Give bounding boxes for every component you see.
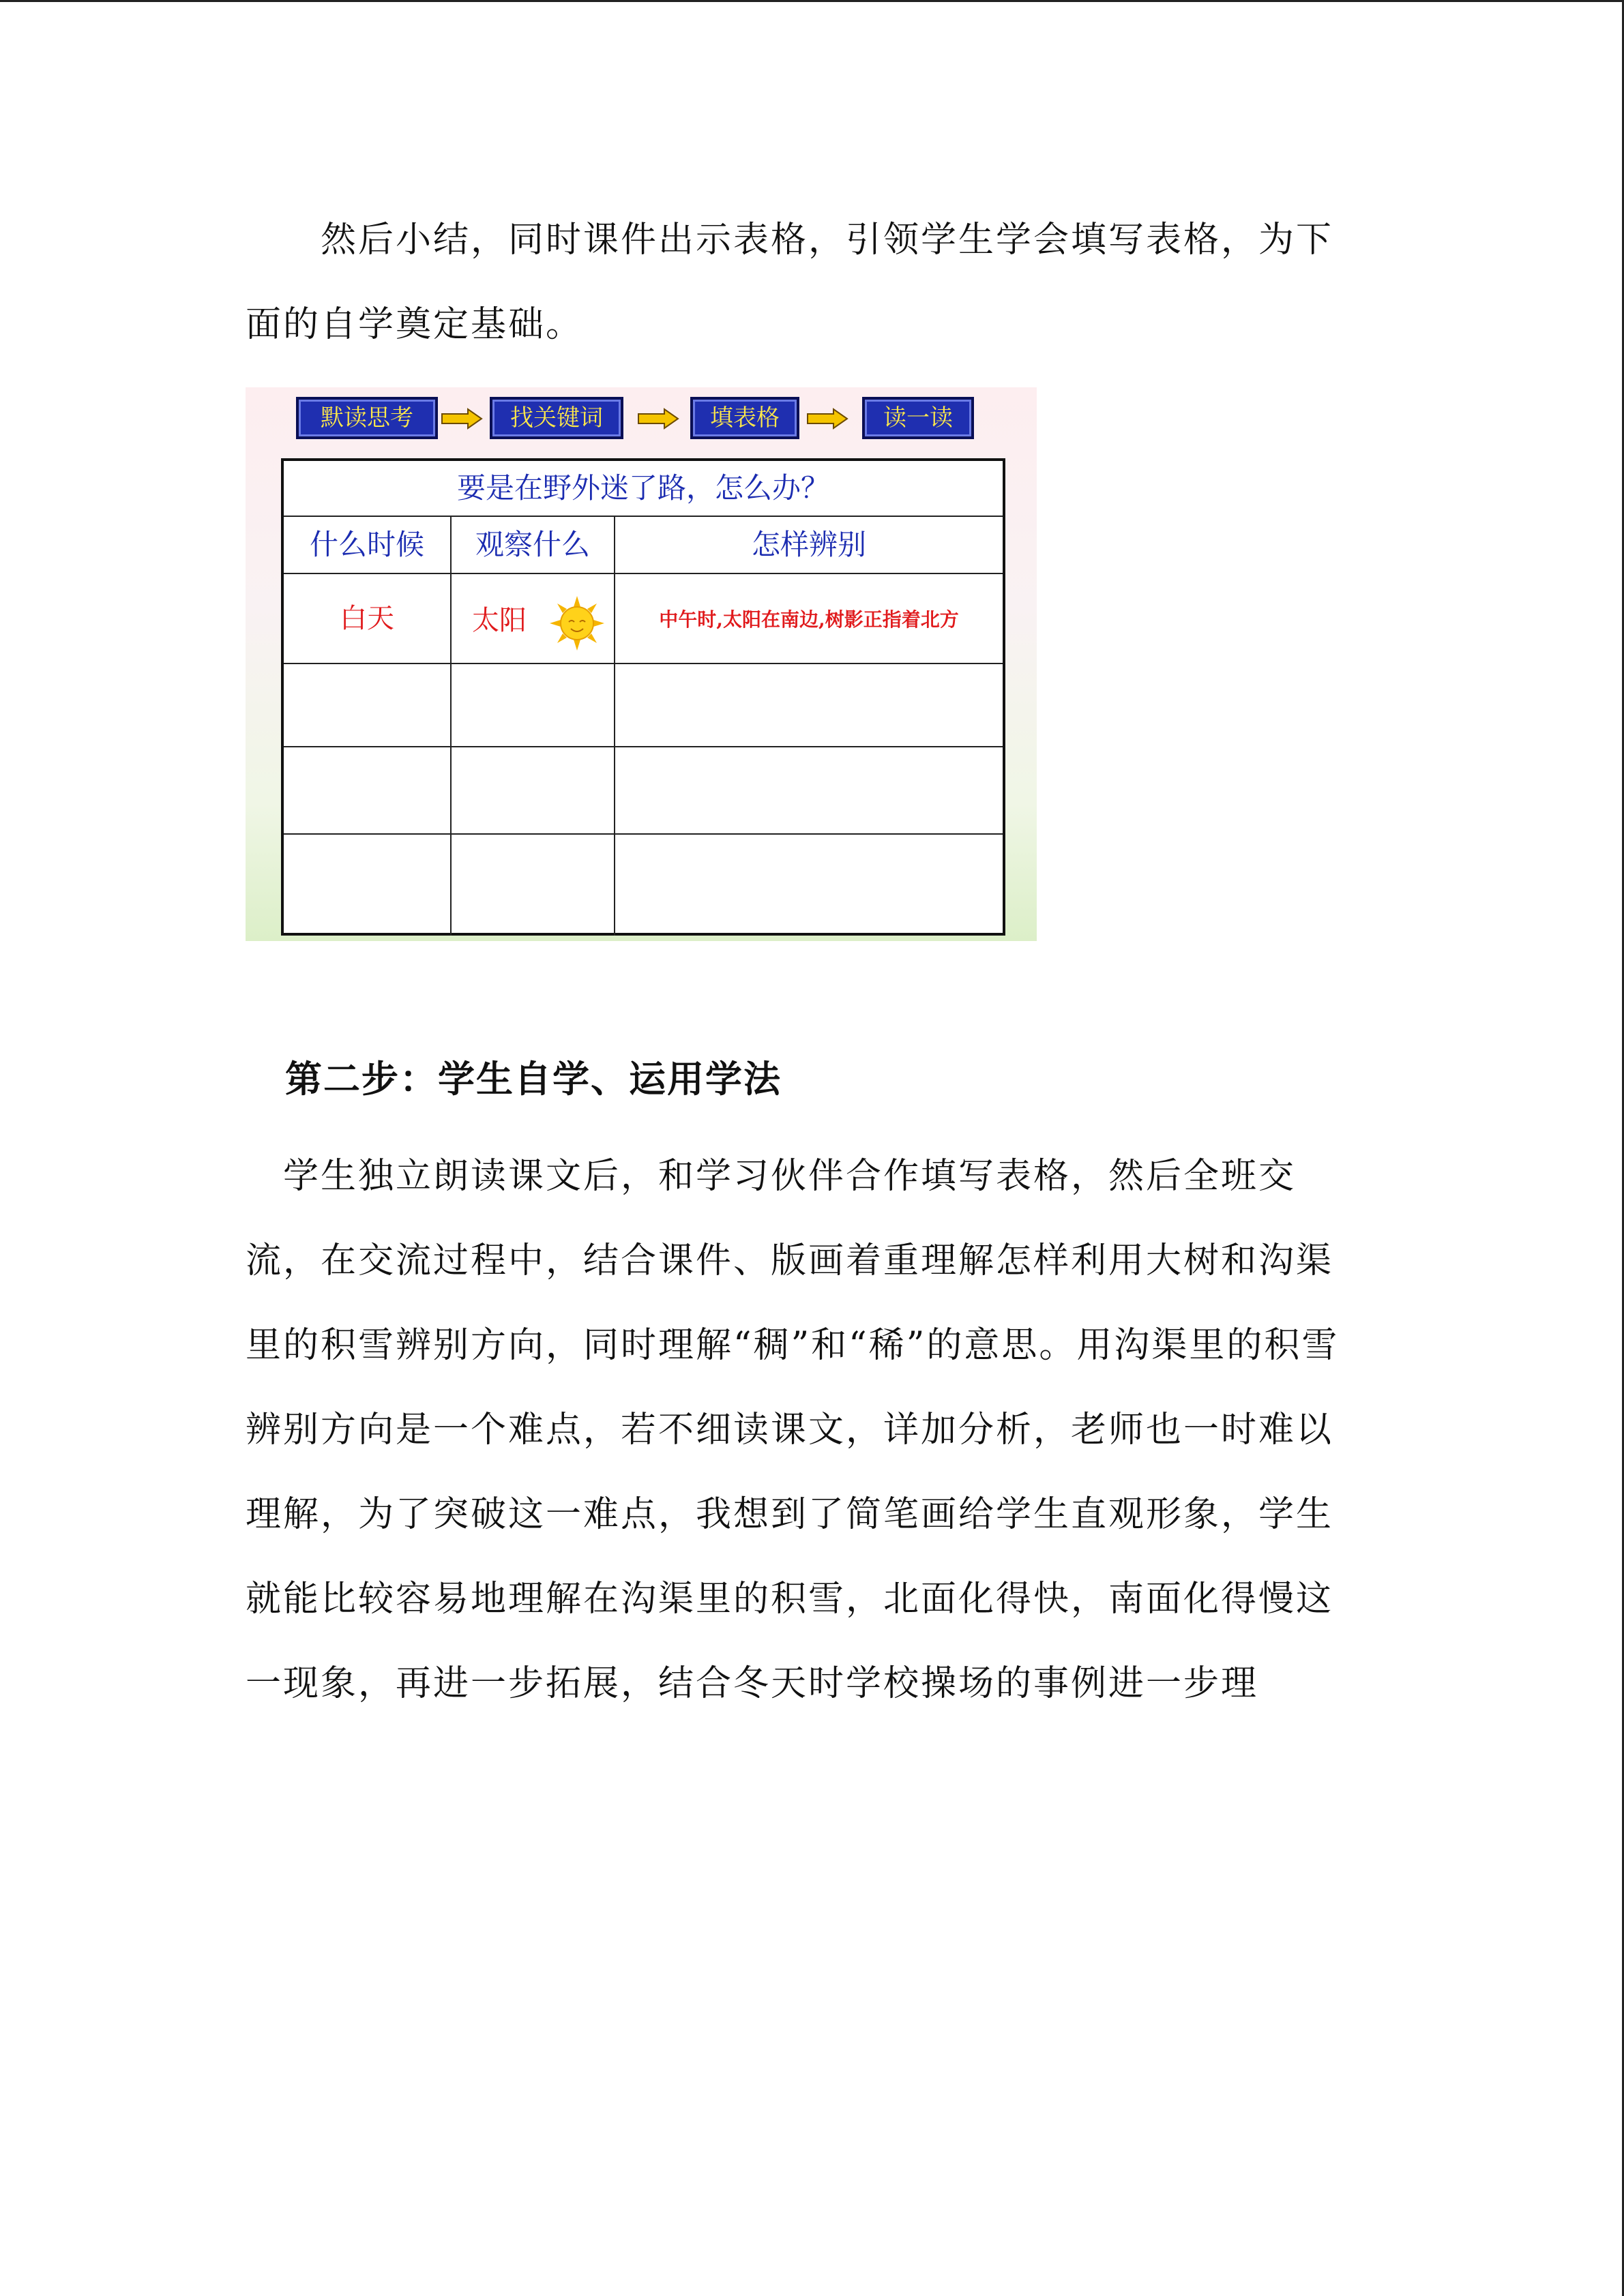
page-top-border (0, 0, 1624, 2)
right-arrow-icon (637, 408, 679, 430)
step-button-read-aloud: 读一读 (862, 397, 974, 439)
column-header-what: 观察什么 (475, 528, 590, 561)
column-header-how: 怎样辨别 (751, 528, 866, 561)
courseware-slide-image (246, 387, 1037, 941)
paragraph-summary: 然后小结，同时课件出示表格，引领学生学会填写表格，为下面的自学奠定基础。 (246, 220, 1334, 345)
right-arrow-icon (441, 408, 483, 430)
cell-when-daytime: 白天 (340, 603, 394, 634)
step-button-fill-table: 填表格 (690, 397, 799, 439)
section-heading-step-two: 第二步：学生自学、运用学法 (285, 1057, 782, 1101)
cell-how-noon-sun: 中午时,太阳在南边,树影正指着北方 (659, 608, 959, 631)
paragraph-self-study: 学生独立朗读课文后，和学习伙伴合作填写表格，然后全班交流，在交流过程中，结合课件、版画着重理解怎样利用大树和沟渠里的积雪辨别方向，同时理解“稠”和“稀”的意思。用沟渠里的积雪辨别方向是一个难点，若不细读课文，详加分析，老师也一时难以理解，为了突破这一难点，我想到了简笔画给学生直观形象，学生就能比较容易地理解在沟渠里的积雪，北面化得快，南面化得慢这一现象，再进一步拓展，结合冬天时学校操场的事例进一步理 (246, 1156, 1340, 1704)
step-button-find-keywords: 找关键词 (490, 397, 623, 439)
direction-table (281, 458, 1005, 936)
step-button-read-think: 默读思考 (296, 397, 438, 439)
table-title: 要是在野外迷了路，怎么办？ (456, 471, 829, 505)
sun-icon (548, 595, 606, 652)
right-arrow-icon (806, 408, 848, 430)
column-header-when: 什么时候 (309, 528, 424, 561)
cell-what-sun: 太阳 (472, 605, 527, 636)
